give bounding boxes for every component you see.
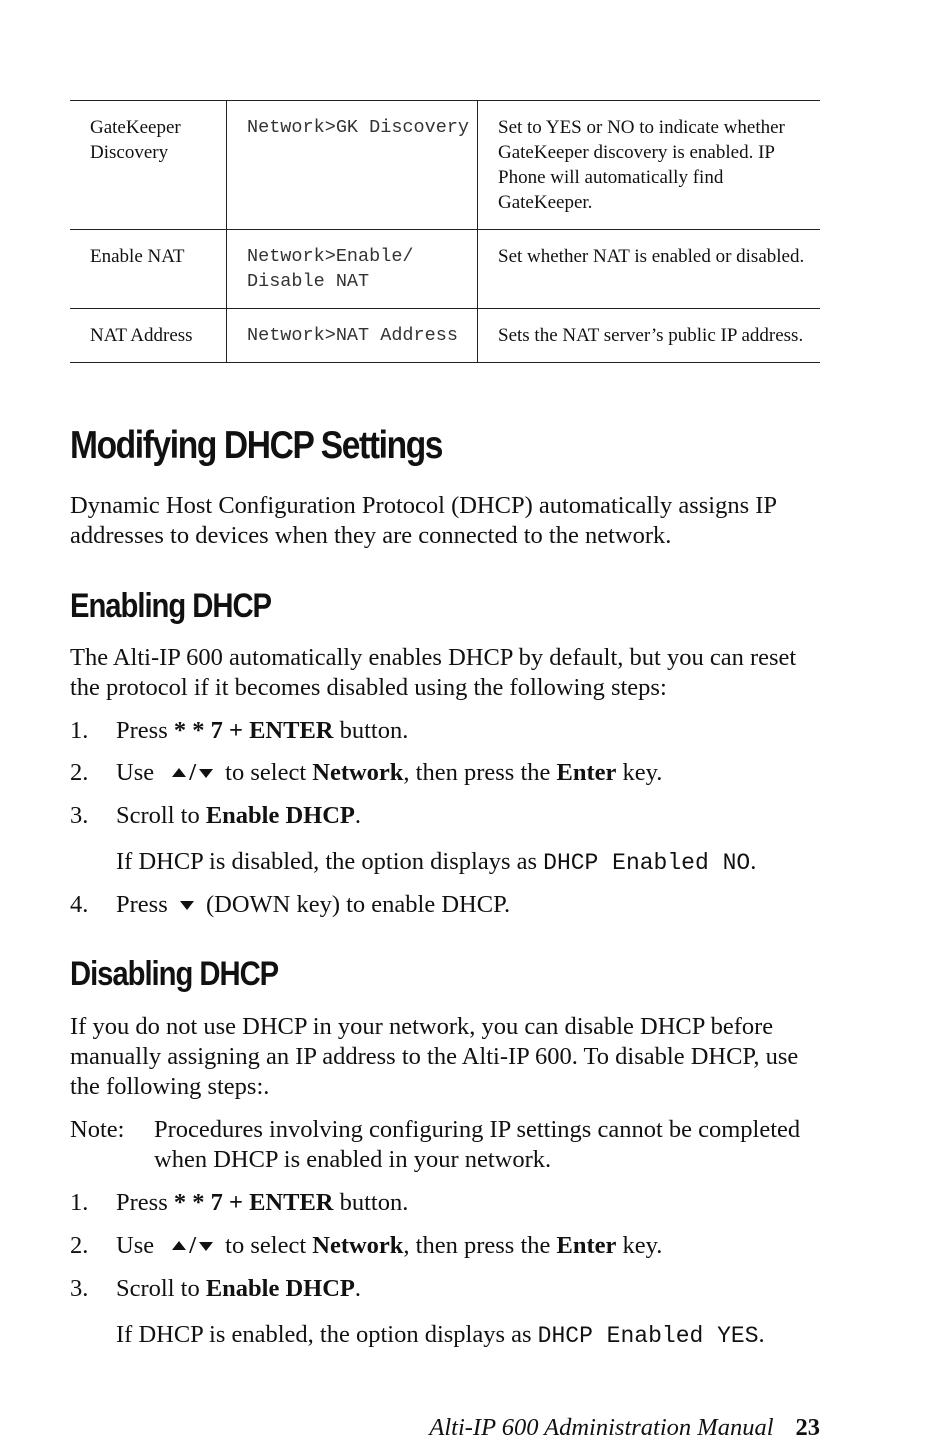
setting-name: Enable NAT — [70, 230, 227, 309]
up-arrow-icon — [172, 1241, 186, 1250]
menu-path: Network>Enable/ Disable NAT — [227, 230, 478, 309]
step-number: 4. — [70, 891, 89, 918]
down-arrow-icon — [199, 1242, 213, 1251]
enable-step-3-detail: If DHCP is disabled, the option displays as DHCP Enabled NO. — [116, 848, 757, 876]
setting-description: Set to YES or NO to indicate whether GateKeeper discovery is enabled. IP Phone will automatically find GateKeeper. — [478, 101, 821, 230]
step-number: 3. — [70, 1275, 89, 1302]
key-sequence: * * 7 + ENTER — [173, 1189, 334, 1216]
down-arrow-icon — [199, 769, 213, 778]
down-arrow-icon — [180, 901, 194, 910]
section-intro: Dynamic Host Configuration Protocol (DHCP) automatically assigns IP addresses to devices when they are connected to the network. — [70, 492, 777, 549]
disabling-intro: If you do not use DHCP in your network, you can disable DHCP before manually assigning an IP address to the Alti-IP 600. To disable DHCP, use the following steps:. — [70, 1013, 799, 1100]
note-text: Procedures involving configuring IP settings cannot be completed when DHCP is enabled in your network. — [154, 1116, 801, 1173]
key-sequence: * * 7 + ENTER — [173, 717, 334, 744]
step-number: 1. — [70, 1189, 89, 1216]
manual-title: Alti-IP 600 Administration Manual — [429, 1414, 774, 1441]
enabling-intro: The Alti-IP 600 automatically enables DHCP by default, but you can reset the protocol if it becomes disabled using the following steps: — [70, 644, 797, 701]
setting-description: Set whether NAT is enabled or disabled. — [478, 230, 821, 309]
step-number: 2. — [70, 1232, 89, 1259]
display-text: DHCP Enabled YES — [537, 1323, 759, 1349]
step-number: 1. — [70, 717, 89, 744]
enabling-dhcp-heading: Enabling DHCP — [70, 587, 272, 625]
page-footer — [429, 1414, 820, 1442]
menu-path: Network>NAT Address — [227, 309, 478, 363]
page-number: 23 — [795, 1414, 820, 1441]
step-number: 3. — [70, 802, 89, 829]
table-row — [70, 101, 820, 230]
disable-step-3-detail: If DHCP is enabled, the option displays as DHCP Enabled YES. — [116, 1321, 765, 1349]
table-row — [70, 230, 820, 309]
section-title: Modifying DHCP Settings — [70, 424, 443, 467]
display-text: DHCP Enabled NO — [543, 850, 751, 876]
note-label: Note: — [70, 1116, 125, 1143]
setting-name: GateKeeper Discovery — [70, 101, 227, 230]
step-number: 2. — [70, 759, 89, 786]
up-arrow-icon — [172, 768, 186, 777]
settings-table — [70, 100, 820, 363]
menu-path: Network>GK Discovery — [227, 101, 478, 230]
setting-name: NAT Address — [70, 309, 227, 363]
disabling-dhcp-heading: Disabling DHCP — [70, 955, 279, 993]
setting-description: Sets the NAT server’s public IP address. — [478, 309, 821, 363]
table-row — [70, 309, 820, 363]
